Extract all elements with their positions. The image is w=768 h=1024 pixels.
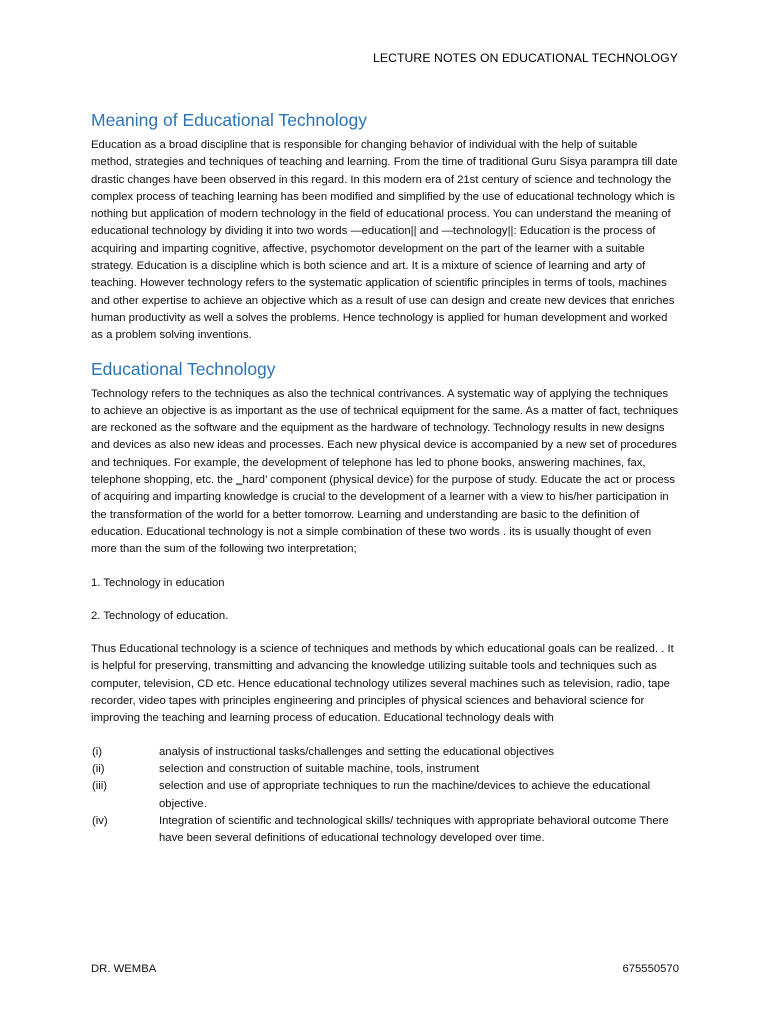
list-marker: (ii): [92, 762, 105, 775]
paragraph-meaning: Education as a broad discipline that is responsible for changing behavior of individual with the help of suitable method, strategies and techniques of teaching and learning. From the time of traditional Guru Sisya parampra till date drastic changes have been observed in this regard. In this modern era of 21st century of science and technology the complex process of teaching learning has been modified and simplified by the use of educational technology which is nothing but application of modern technology in the field of educational process. You can understand the meaning of educational technology by dividing it into two words —education|| and —technology||: Education is the process of acquiring and imparting cognitive, affective, psychomotor development on the part of the learner with a suitable strategy. Education is a discipline which is both science and art. It is a mixture of science of learning and arty of teaching. However technology refers to the systematic application of scientific principles in terms of tools, machines and other expertise to achieve an objective which as a result of use can design and create new devices that enriches human productivity as well a solves the problems. Hence technology is applied for human development and worked as a problem solving inventions.: [91, 139, 678, 342]
footer-author: DR. WEMBA: [91, 963, 157, 975]
list-item: [91, 813, 679, 848]
running-header: LECTURE NOTES ON EDUCATIONAL TECHNOLOGY: [372, 51, 678, 65]
section-heading-educational-technology: Educational Technology: [91, 358, 276, 379]
list-marker: (iv): [92, 814, 108, 827]
list-item-text: selection and use of appropriate techniques to run the machine/devices to achieve the educational objective.: [159, 780, 651, 810]
list-item-text: Integration of scientific and technological skills/ techniques with appropriate behavioral outcome There have been several definitions of educational technology developed over time.: [159, 814, 669, 845]
list-marker: (i): [92, 745, 103, 758]
list-item-text: analysis of instructional tasks/challenges and setting the educational objectives: [159, 745, 554, 758]
paragraph-technology: Technology refers to the techniques as also the technical contrivances. A systematic way of applying the techniques to achieve an objective is as important as the use of technical equipment for the same. As a matter of fact, techniques are reckoned as the software and the equipment as the hardware of technology. Technology results in new designs and devices as also new ideas and processes. Each new physical device is accompanied by a new set of procedures and techniques. For example, the development of telephone has led to phone books, answering machines, fax, telephone shopping, etc. the ‗hard’ component (physical device) for the purpose of study. Educate the act or process of acquiring and imparting knowledge is crucial to the development of a learner with a view to his/her participation in the transformation of the world for a better tomorrow. Learning and understanding are basic to the definition of education. Educational technology is not a simple combination of these two words . its is usually thought of even more than the sum of the following two interpretation;: [91, 387, 679, 556]
paragraph-educational-technology: Thus Educational technology is a science of techniques and methods by which educational goals can be realized. . It is helpful for preserving, transmitting and advancing the knowledge utilizing suitable tools and techniques such as computer, television, CD etc. Hence educational technology utilizes several machines such as television, radio, tape recorder, video tapes with principles engineering and principles of physical sciences and behavioral science for improving the teaching and learning process of education. Educational technology deals with: [91, 643, 674, 725]
interpretation-item: 1. Technology in education: [91, 576, 225, 589]
list-item: [91, 744, 679, 761]
list-marker: (iii): [92, 780, 108, 793]
list-item: [91, 778, 679, 813]
list-item: [91, 761, 679, 778]
interpretation-list: [91, 575, 679, 626]
section-heading-meaning: Meaning of Educational Technology: [91, 110, 367, 130]
list-item-text: selection and construction of suitable machine, tools, instrument: [159, 762, 480, 775]
deals-with-list: [91, 744, 679, 848]
page-footer: [91, 963, 679, 975]
document-body: [91, 108, 679, 847]
interpretation-item: 2. Technology of education.: [91, 609, 229, 622]
footer-phone: 675550570: [622, 963, 679, 975]
